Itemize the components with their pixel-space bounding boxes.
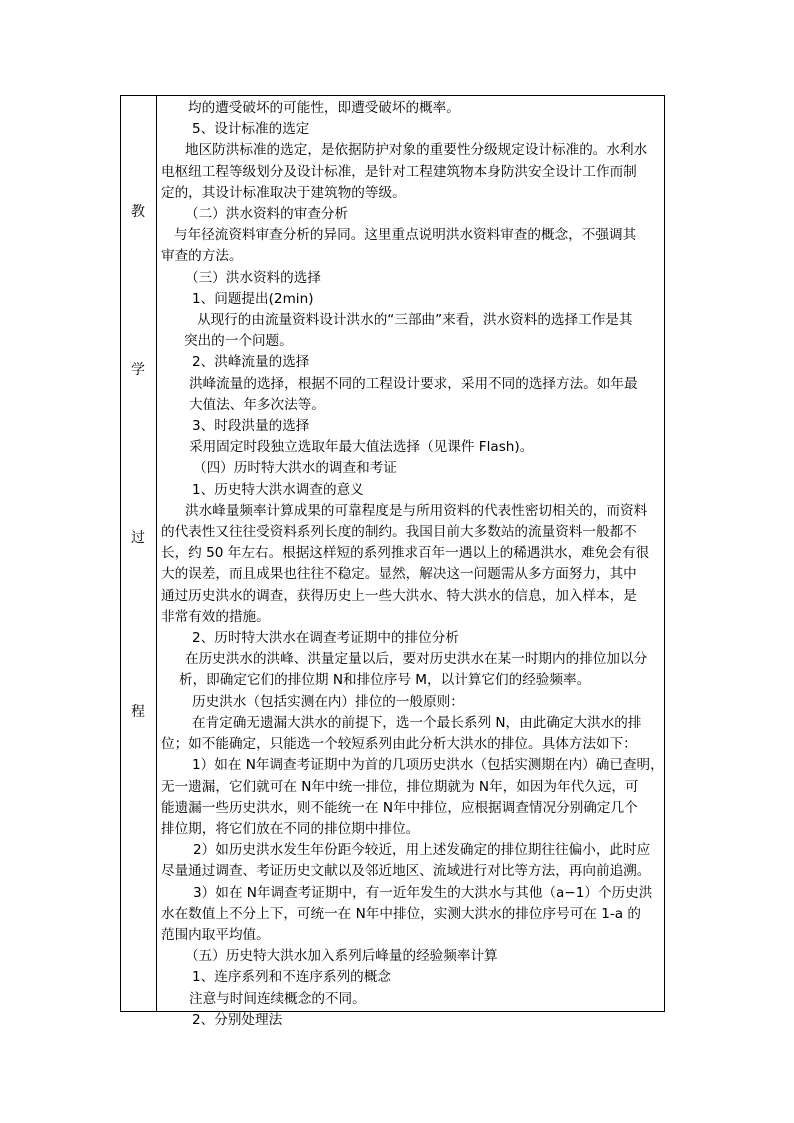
text-line: 从现行的由流量资料设计洪水的“三部曲”来看，洪水资料的选择工作是其 (197, 312, 633, 329)
text-line: 析，即确定它们的排位期 N和排位序号 M，以计算它们的经验频率。 (179, 672, 591, 689)
text-line: 通过历史洪水的调查，获得历史上一些大洪水、特大洪水的信息，加入样本，是 (161, 587, 637, 604)
text-line: 地区防洪标准的选定，是依据防护对象的重要性分级规定设计标准的。水利水 (185, 142, 648, 159)
text-line: 排位期，将它们放在不同的排位期中排位。 (161, 820, 420, 837)
subsection-heading: 1、连序系列和不连序系列的概念 (192, 969, 391, 986)
text-line: 采用固定时段独立选取年最大值法选择（见课件 Flash)。 (189, 439, 534, 456)
list-item: 2）如历史洪水发生年份距今较近，用上述发确定的排位期往往偏小，此时应 (193, 842, 651, 859)
section-heading: （三）洪水资料的选择 (185, 269, 321, 286)
text-line: 水在数值上不分上下，可统一在 N年中排位，实测大洪水的排位序号可在 1-a 的 (161, 905, 642, 922)
text-line: 非常有效的措施。 (161, 608, 270, 625)
side-label-xue: 学 (131, 362, 145, 378)
text-line: 审查的方法。 (161, 248, 243, 265)
subsection-heading: 2、分别处理法 (192, 1011, 283, 1028)
side-label-jiao: 教 (131, 204, 145, 220)
text-line: 洪水峰量频率计算成果的可靠程度是与所用资料的代表性密切相关的，而资料 (185, 502, 648, 519)
text-line: 的代表性又往往受资料系列长度的制约。我国目前大多数站的流量资料一般都不 (161, 524, 637, 541)
list-item: 1）如在 N年调查考证期中为首的几项历史洪水（包括实测期在内）确已查明， (192, 757, 664, 774)
subsection-heading: 1、历史特大洪水调查的意义 (192, 481, 364, 498)
text-line: 在历史洪水的洪峰、洪量定量以后，要对历史洪水在某一时期内的排位加以分 (185, 651, 648, 668)
side-label-cheng: 程 (131, 704, 145, 720)
section-heading: （五）历史特大洪水加入系列后峰量的经验频率计算 (185, 948, 498, 965)
text-line: 尽量通过调查、考证历史文献以及邻近地区、流域进行对比等方法，再向前追溯。 (161, 863, 651, 880)
text-line: 突出的一个问题。 (184, 333, 293, 350)
text-line: 在肯定确无遗漏大洪水的前提下，选一个最长系列 N，由此确定大洪水的排 (192, 714, 642, 731)
text-line: 洪峰流量的选择，根据不同的工程设计要求，采用不同的选择方法。如年最 (189, 375, 638, 392)
section-heading: 5、设计标准的选定 (192, 121, 310, 138)
text-line: 定的，其设计标准取决于建筑物的等级。 (161, 184, 406, 201)
side-label-guo: 过 (131, 530, 145, 546)
text-line: 能遗漏一些历史洪水，则不能统一在 N年中排位，应根据调查情况分别确定几个 (161, 799, 638, 816)
subsection-heading: 1、问题提出(2min) (192, 290, 314, 307)
subsection-heading: 2、洪峰流量的选择 (192, 354, 310, 371)
text-line: 电枢纽工程等级划分及设计标准，是针对工程建筑物本身防洪安全设计工作而制 (161, 163, 637, 180)
text-line: 均的遭受破坏的可能性，即遭受破坏的概率。 (188, 100, 460, 116)
text-line: 大值法、年多次法等。 (189, 396, 325, 413)
column-divider (156, 95, 157, 1012)
text-line: 无一遗漏，它们就可在 N年中统一排位，排位期就为 N年，如因为年代久远，可 (161, 778, 639, 795)
text-line: 范围内取平均值。 (161, 926, 270, 943)
section-heading: （四）历时特大洪水的调查和考证 (193, 460, 397, 477)
text-line: 历史洪水（包括实测在内）排位的一般原则： (192, 693, 464, 710)
text-line: 位；如不能确定，只能选一个较短系列由此分析大洪水的排位。具体方法如下： (161, 736, 637, 753)
text-line: 长，约 50 年左右。根据这样短的系列推求百年一遇以上的稀遇洪水，难免会有很 (161, 545, 650, 562)
list-item: 3）如在 N年调查考证期中，有一近年发生的大洪水与其他（a−1）个历史洪 (193, 884, 653, 901)
subsection-heading: 3、时段洪量的选择 (192, 418, 310, 435)
lesson-content (161, 98, 664, 1031)
text-line: 大的误差，而且成果也往往不稳定。显然，解决这一问题需从多方面努力，其中 (161, 566, 637, 583)
section-heading: （二）洪水资料的审查分析 (185, 206, 349, 223)
text-line: 与年径流资料审查分析的异同。这里重点说明洪水资料审查的概念，不强调其 (174, 227, 637, 244)
subsection-heading: 2、历时特大洪水在调查考证期中的排位分析 (192, 630, 459, 647)
text-line: 注意与时间连续概念的不同。 (189, 990, 366, 1007)
